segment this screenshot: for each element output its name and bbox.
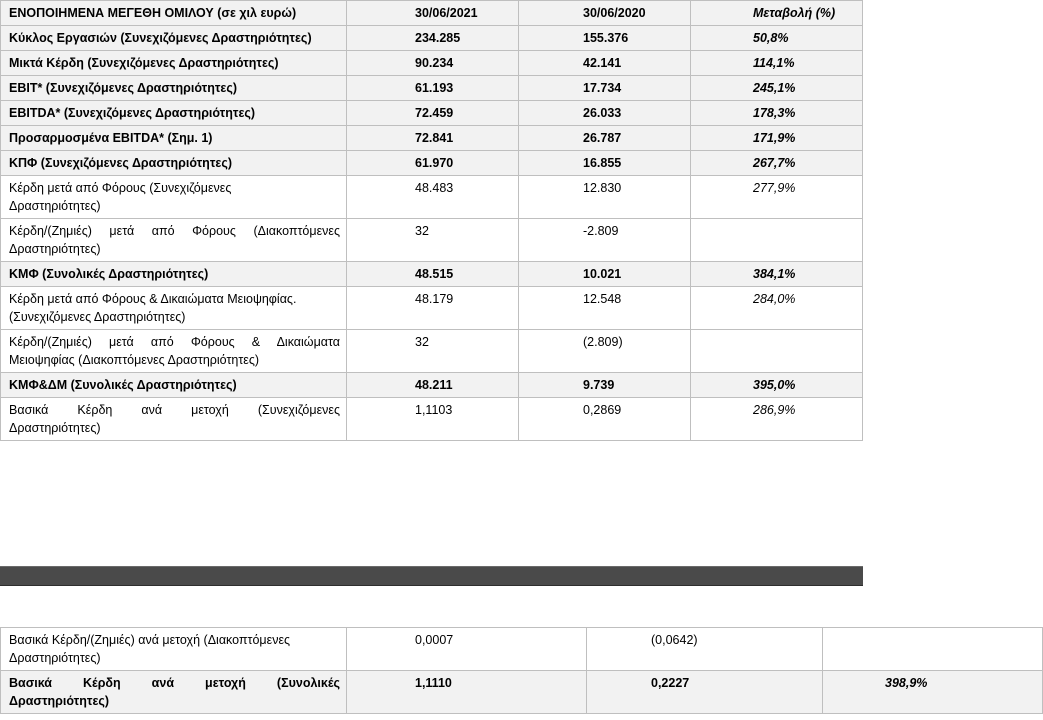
header-change: Μεταβολή (%) <box>691 1 863 26</box>
table-row <box>1 219 863 262</box>
row-label-line-2: Δραστηριότητες) <box>9 651 101 665</box>
table-row <box>1 262 863 287</box>
value-2021: 32 <box>347 219 519 262</box>
value-2021: 48.515 <box>347 262 519 287</box>
table-row <box>1 176 863 219</box>
value-change: 50,8% <box>691 26 863 51</box>
value-change: 245,1% <box>691 76 863 101</box>
value-change: 398,9% <box>823 671 1043 714</box>
value-change <box>823 628 1043 671</box>
row-label-line-1: Κέρδη/(Ζημιές) μετά από Φόρους & Δικαιώματα <box>9 335 340 349</box>
value-change <box>691 219 863 262</box>
value-2020: 0,2227 <box>587 671 823 714</box>
header-2021: 30/06/2021 <box>347 1 519 26</box>
value-change: 171,9% <box>691 126 863 151</box>
value-2021: 0,0007 <box>347 628 587 671</box>
row-label: EBIT* (Συνεχιζόμενες Δραστηριότητες) <box>1 76 347 101</box>
table-header-row <box>1 1 863 26</box>
value-2021: 61.193 <box>347 76 519 101</box>
row-label <box>1 628 347 671</box>
value-2021: 48.179 <box>347 287 519 330</box>
row-label-line-1: Βασικά Κέρδη/(Ζημιές) ανά μετοχή (Διακοπτόμενες <box>9 633 291 647</box>
value-2020: 16.855 <box>519 151 691 176</box>
row-label-line-2: Μειοψηφίας (Διακοπτόμενες Δραστηριότητες) <box>9 353 260 367</box>
header-2020: 30/06/2020 <box>519 1 691 26</box>
row-label <box>1 219 347 262</box>
value-change: 277,9% <box>691 176 863 219</box>
row-label: ΚΠΦ (Συνεχιζόμενες Δραστηριότητες) <box>1 151 347 176</box>
value-change: 286,9% <box>691 398 863 441</box>
value-2021: 48.211 <box>347 373 519 398</box>
value-2021: 90.234 <box>347 51 519 76</box>
value-2021: 72.459 <box>347 101 519 126</box>
value-2020: 9.739 <box>519 373 691 398</box>
table-row <box>1 373 863 398</box>
row-label-line-1: Κέρδη μετά από Φόρους & Δικαιώματα Μειοψηφίας. <box>9 292 297 306</box>
value-2020: 0,2869 <box>519 398 691 441</box>
value-2021: 1,1103 <box>347 398 519 441</box>
table-row <box>1 628 1043 671</box>
value-2021: 48.483 <box>347 176 519 219</box>
value-2021: 1,1110 <box>347 671 587 714</box>
value-change: 395,0% <box>691 373 863 398</box>
value-change: 267,7% <box>691 151 863 176</box>
value-change: 178,3% <box>691 101 863 126</box>
value-2020: 155.376 <box>519 26 691 51</box>
table-row <box>1 151 863 176</box>
value-change: 384,1% <box>691 262 863 287</box>
table-row <box>1 101 863 126</box>
value-change: 114,1% <box>691 51 863 76</box>
row-label: ΚΜΦ (Συνολικές Δραστηριότητες) <box>1 262 347 287</box>
row-label: EBITDA* (Συνεχιζόμενες Δραστηριότητες) <box>1 101 347 126</box>
value-2020: 42.141 <box>519 51 691 76</box>
row-label <box>1 176 347 219</box>
value-2020: 12.830 <box>519 176 691 219</box>
row-label-line-2: (Συνεχιζόμενες Δραστηριότητες) <box>9 310 186 324</box>
row-label: ΚΜΦ&ΔΜ (Συνολικές Δραστηριότητες) <box>1 373 347 398</box>
row-label-line-2: Δραστηριότητες) <box>9 199 101 213</box>
value-2021: 234.285 <box>347 26 519 51</box>
value-change: 284,0% <box>691 287 863 330</box>
row-label <box>1 330 347 373</box>
value-2020: 12.548 <box>519 287 691 330</box>
table-row <box>1 287 863 330</box>
value-2020: 17.734 <box>519 76 691 101</box>
table-row <box>1 51 863 76</box>
row-label: Μικτά Κέρδη (Συνεχιζόμενες Δραστηριότητες) <box>1 51 347 76</box>
row-label-line-1: Κέρδη μετά από Φόρους (Συνεχιζόμενες <box>9 181 232 195</box>
table-row <box>1 671 1043 714</box>
row-label-line-2: Δραστηριότητες) <box>9 421 101 435</box>
table-row <box>1 398 863 441</box>
value-2020: -2.809 <box>519 219 691 262</box>
value-2020: (2.809) <box>519 330 691 373</box>
value-2021: 32 <box>347 330 519 373</box>
row-label: Προσαρμοσμένα EBITDA* (Σημ. 1) <box>1 126 347 151</box>
row-label-line-2: Δραστηριότητες) <box>9 242 101 256</box>
row-label-line-2: Δραστηριότητες) <box>9 694 110 708</box>
row-label-line-1: Βασικά Κέρδη ανά μετοχή (Συνολικές <box>9 676 340 690</box>
row-label-line-1: Βασικά Κέρδη ανά μετοχή (Συνεχιζόμενες <box>9 403 340 417</box>
row-label: Κύκλος Εργασιών (Συνεχιζόμενες Δραστηριότητες) <box>1 26 347 51</box>
value-2020: 10.021 <box>519 262 691 287</box>
value-2020: 26.033 <box>519 101 691 126</box>
value-change <box>691 330 863 373</box>
table-row <box>1 76 863 101</box>
table-row <box>1 330 863 373</box>
page-break-divider <box>0 566 863 586</box>
value-2020: 26.787 <box>519 126 691 151</box>
page-2 <box>0 627 928 714</box>
row-label-line-1: Κέρδη/(Ζημιές) μετά από Φόρους (Διακοπτόμενες <box>9 224 340 238</box>
value-2021: 72.841 <box>347 126 519 151</box>
table-row <box>1 126 863 151</box>
value-2020: (0,0642) <box>587 628 823 671</box>
header-label: ΕΝΟΠΟΙΗΜΕΝΑ ΜΕΓΕΘΗ ΟΜΙΛΟΥ (σε χιλ ευρώ) <box>1 1 347 26</box>
value-2021: 61.970 <box>347 151 519 176</box>
consolidated-figures-table-continued <box>0 627 1043 714</box>
row-label <box>1 287 347 330</box>
table-row <box>1 26 863 51</box>
row-label <box>1 398 347 441</box>
row-label <box>1 671 347 714</box>
